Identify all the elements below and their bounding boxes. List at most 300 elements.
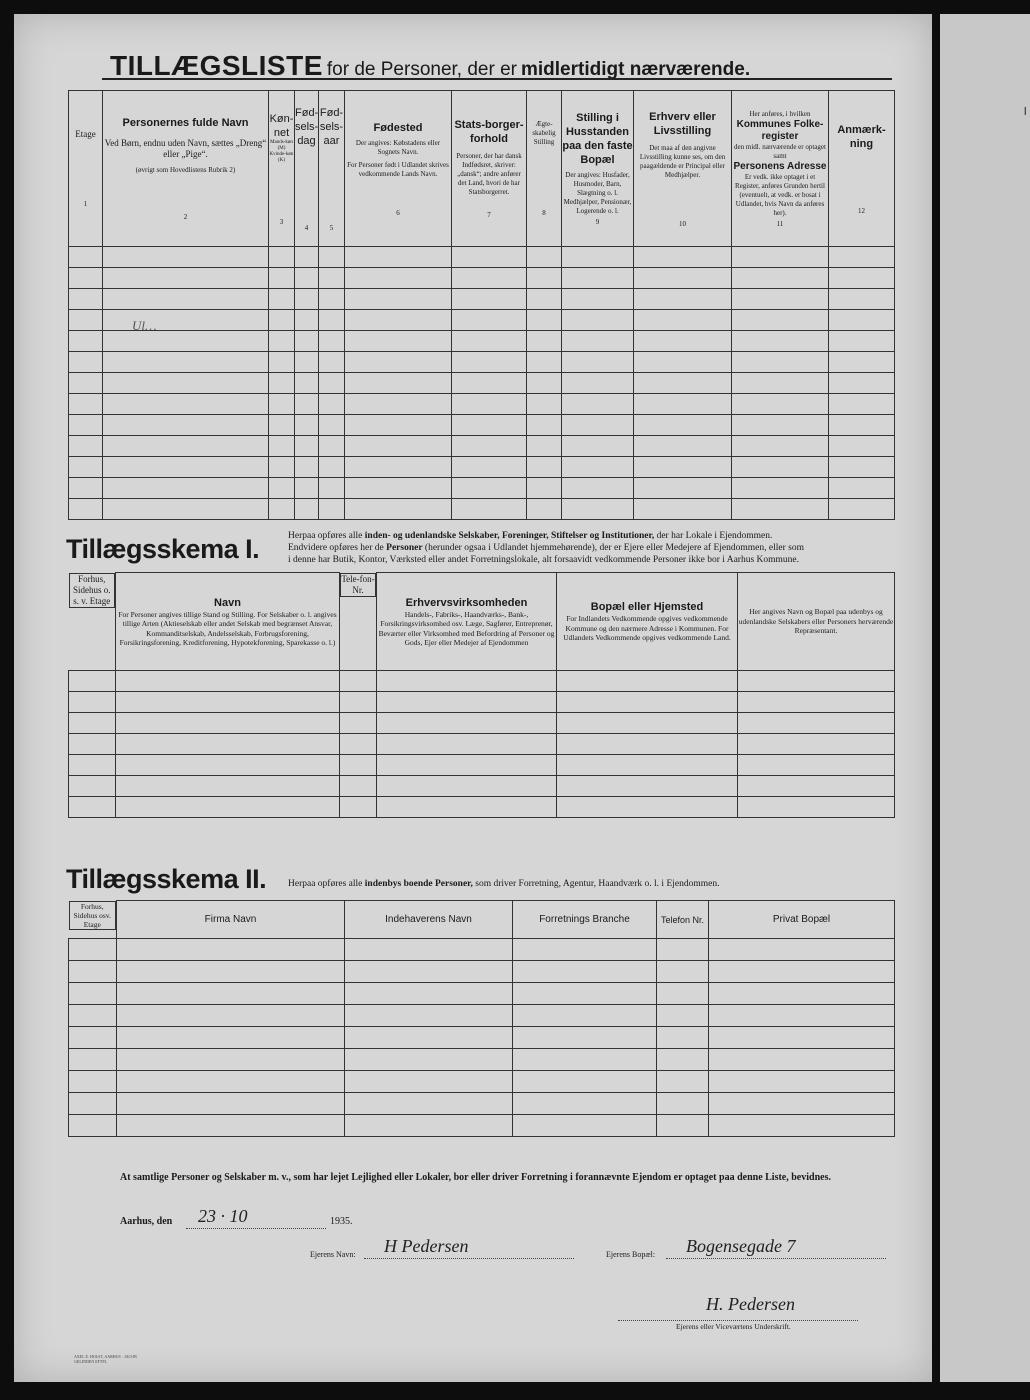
table-cell [732, 247, 829, 268]
table-cell [340, 713, 377, 734]
table-cell [69, 983, 117, 1005]
table-cell [513, 1049, 657, 1071]
table-row [69, 1071, 895, 1093]
table-cell [452, 415, 527, 436]
table-cell [657, 939, 709, 961]
table-cell [452, 394, 527, 415]
table-cell [295, 310, 319, 331]
table-cell [562, 373, 634, 394]
adjacent-page-glyph: l [1024, 106, 1027, 118]
table-cell [103, 499, 269, 520]
table-cell [732, 310, 829, 331]
table-cell [345, 247, 452, 268]
table-cell [829, 268, 895, 289]
schema2-title: Tillægsskema II. [66, 864, 267, 894]
title-rule [102, 78, 892, 80]
table-cell [657, 1005, 709, 1027]
table-cell [738, 797, 895, 818]
table-cell [634, 247, 732, 268]
table-cell [69, 436, 103, 457]
table-cell [116, 797, 340, 818]
table-cell [103, 310, 269, 331]
owner-name-handwritten: H Pedersen [384, 1236, 469, 1256]
table-cell [103, 415, 269, 436]
table-cell [557, 734, 738, 755]
table-cell [562, 394, 634, 415]
table-cell [738, 755, 895, 776]
table-row [69, 247, 895, 268]
table-cell [69, 692, 116, 713]
table-cell [340, 776, 377, 797]
table-cell [295, 394, 319, 415]
table-row [69, 478, 895, 499]
table-cell [269, 478, 295, 499]
table-cell [117, 1005, 345, 1027]
table-cell [557, 776, 738, 797]
table-cell [634, 436, 732, 457]
table-cell [117, 1071, 345, 1093]
table-cell [103, 394, 269, 415]
table-cell [527, 499, 562, 520]
table-cell [562, 310, 634, 331]
table-cell [69, 373, 103, 394]
table-cell [69, 961, 117, 983]
table-cell [340, 692, 377, 713]
table-cell [345, 1115, 513, 1137]
table-row [69, 734, 895, 755]
table-cell [103, 331, 269, 352]
table-cell [452, 478, 527, 499]
schema1-table [68, 572, 895, 818]
owner-name-field [364, 1236, 574, 1259]
table-cell [452, 373, 527, 394]
table-cell [295, 436, 319, 457]
table-cell [295, 373, 319, 394]
table-cell [319, 268, 345, 289]
table-cell [732, 331, 829, 352]
table-row [69, 289, 895, 310]
table-cell [634, 310, 732, 331]
table-cell [117, 1049, 345, 1071]
table-cell [829, 352, 895, 373]
table-cell [103, 247, 269, 268]
table-cell [557, 797, 738, 818]
table-cell [269, 436, 295, 457]
col-navn: Personernes fulde Navn Ved Børn, endnu uden Navn, sættes „Dreng“ eller „Pige“. (øvrigt som Hovedlistens Rubrik 2) 2 [103, 91, 269, 247]
table-cell [513, 1027, 657, 1049]
table-cell [732, 268, 829, 289]
table-cell [345, 289, 452, 310]
table-cell [634, 415, 732, 436]
owner-address-label: Ejerens Bopæl: [606, 1250, 656, 1259]
col-aegteskabelig-stilling: Ægte-skabelig Stilling 8 [527, 91, 562, 247]
s1-col-telefon: Tele-fon-Nr. [341, 573, 375, 595]
s1-col-navn: Navn For Personer angives tillige Stand og Stilling. For Selskaber o. l. angives tillige Arten (Aktieselskab eller andet Selskab med begrænset Ansvar, Kommanditselskab, Andelsselskab, Forbrugsforening, Forsikringsforening, Kreditforening, Hypotekforening, Sparekasse o. l.) [116, 573, 340, 671]
table-cell [527, 436, 562, 457]
table-cell [269, 331, 295, 352]
table-cell [345, 478, 452, 499]
table-cell [117, 1093, 345, 1115]
table-cell [69, 247, 103, 268]
table-row [69, 1115, 895, 1137]
signature-label: Ejerens eller Viceværtens Underskrift. [676, 1322, 791, 1331]
table-cell [634, 373, 732, 394]
table-cell [103, 289, 269, 310]
schema2-description: Herpaa opføres alle indenbys boende Personer, som driver Forretning, Agentur, Haandværk o. l. i Ejendommen. [288, 879, 720, 889]
table-cell [269, 289, 295, 310]
table-cell [69, 268, 103, 289]
title-middle: for de Personer, der er [326, 59, 517, 80]
table-row [69, 939, 895, 961]
table-cell [732, 394, 829, 415]
city-label: Aarhus, den [120, 1216, 173, 1227]
table-cell [562, 247, 634, 268]
table-row [69, 983, 895, 1005]
schema2-table [68, 900, 895, 1137]
table-cell [116, 713, 340, 734]
printer-imprint: AXEL E. HOLST, AARHUS · JACOB GELINDEN EFTFL [74, 1354, 137, 1364]
date-field [186, 1206, 326, 1229]
table-cell [345, 1005, 513, 1027]
table-cell [345, 1093, 513, 1115]
table-cell [452, 499, 527, 520]
table-cell [738, 713, 895, 734]
table-cell [634, 268, 732, 289]
adjacent-page-edge [940, 14, 1030, 1382]
date-line [120, 1216, 172, 1227]
table-cell [295, 415, 319, 436]
owner-name-label: Ejerens Navn: [310, 1250, 356, 1259]
table-row [69, 1049, 895, 1071]
table-cell [345, 983, 513, 1005]
table-cell [116, 734, 340, 755]
schema1-description: Herpaa opføres alle inden- og udenlandske Selskaber, Foreninger, Stiftelser og Institutioner, der har Lokale i Ejendommen. Endvidere opføres her de Personer (herunder ogsaa i Udlandet hjemmehørende), der er Ejere eller Medejere af Ejendommen, eller som i denne har Butik, Kontor, Værksted eller andet Forretningslokale, alt forsaavidt vedkommende Personer ikke bor i Aarhus Kommune. [288, 531, 804, 565]
table-cell [732, 436, 829, 457]
table-cell [562, 331, 634, 352]
table-cell [295, 352, 319, 373]
table-cell [527, 268, 562, 289]
table-cell [269, 415, 295, 436]
col-foedselsaar: Fød-sels-aar 5 [319, 91, 345, 247]
table-cell [634, 289, 732, 310]
table-cell [340, 755, 377, 776]
s2-col-privat-bopael: Privat Bopæl [709, 901, 895, 939]
col-foedested: Fødested Der angives: Købstadens eller Sognets Navn. For Personer født i Udlandet skrives vedkommende Lands Navn. 6 [345, 91, 452, 247]
table-cell [657, 1071, 709, 1093]
table-row [69, 1005, 895, 1027]
table-cell [103, 436, 269, 457]
table-cell [452, 310, 527, 331]
col-stilling-husstand: Stilling i Husstanden paa den faste Bopæl Der angives: Husfader, Husmoder, Barn, Slægtning o. l. Medhjælper, Pensionær, Logerende o. l. 9 [562, 91, 634, 247]
table-cell [452, 352, 527, 373]
table-row [69, 457, 895, 478]
table-cell [103, 373, 269, 394]
table-cell [452, 247, 527, 268]
table-cell [634, 457, 732, 478]
table-cell [452, 331, 527, 352]
table-cell [103, 268, 269, 289]
table-cell [377, 776, 557, 797]
year-label: 1935. [330, 1216, 353, 1227]
table-row [69, 268, 895, 289]
table-cell [295, 499, 319, 520]
table-cell [319, 373, 345, 394]
table-row [69, 1027, 895, 1049]
table-cell [634, 331, 732, 352]
table-row [69, 755, 895, 776]
table-cell [345, 415, 452, 436]
schema1-table-body [69, 671, 895, 818]
table-cell [562, 415, 634, 436]
table-row [69, 394, 895, 415]
table-cell [69, 939, 117, 961]
table-cell [557, 692, 738, 713]
table-cell [69, 755, 116, 776]
table-cell [69, 499, 103, 520]
form-sheet [14, 14, 932, 1382]
table-cell [345, 331, 452, 352]
table-cell [709, 1071, 895, 1093]
table-cell [103, 478, 269, 499]
table-cell [513, 939, 657, 961]
table-cell [116, 755, 340, 776]
s2-col-telefon: Telefon Nr. [657, 901, 709, 939]
table-cell [513, 983, 657, 1005]
table-cell [452, 268, 527, 289]
table-cell [377, 797, 557, 818]
title-tillaegsliste: TILLÆGSLISTE [110, 50, 323, 81]
table-cell [345, 352, 452, 373]
table-cell [829, 394, 895, 415]
table-cell [732, 415, 829, 436]
pencil-mark: Ul… [132, 318, 157, 333]
table-cell [829, 457, 895, 478]
table-cell [829, 373, 895, 394]
table-cell [319, 415, 345, 436]
table-cell [657, 983, 709, 1005]
table-cell [709, 1093, 895, 1115]
table-cell [340, 797, 377, 818]
main-table [68, 90, 895, 520]
table-cell [829, 310, 895, 331]
table-cell [345, 436, 452, 457]
table-cell [69, 1049, 117, 1071]
table-cell [345, 373, 452, 394]
table-cell [738, 692, 895, 713]
table-row [69, 1093, 895, 1115]
schema2-table-body [69, 939, 895, 1137]
table-cell [269, 373, 295, 394]
col-erhverv: Erhverv eller Livsstilling Det maa af den angivne Livsstilling kunne ses, om den paagældende er Principal eller Medhjælper. 10 [634, 91, 732, 247]
table-cell [527, 331, 562, 352]
table-cell [709, 939, 895, 961]
table-cell [829, 289, 895, 310]
table-cell [527, 373, 562, 394]
table-cell [340, 734, 377, 755]
table-cell [738, 671, 895, 692]
table-row [69, 713, 895, 734]
col-folkeregister: Her anføres, i hvilken Kommunes Folke-register den midl. nærværende er optaget samt Personens Adresse Er vedk. ikke optaget i et Register, anføres Grunden hertil (eventuelt, at vedk. er bosat i Udlandet, hvis Navn da anføres her). 11 [732, 91, 829, 247]
table-cell [340, 671, 377, 692]
table-cell [295, 289, 319, 310]
table-row [69, 692, 895, 713]
table-row [69, 352, 895, 373]
table-cell [513, 1071, 657, 1093]
table-cell [377, 734, 557, 755]
table-cell [829, 436, 895, 457]
table-cell [732, 289, 829, 310]
table-cell [269, 268, 295, 289]
table-cell [345, 499, 452, 520]
table-cell [345, 394, 452, 415]
table-cell [295, 331, 319, 352]
title-bold: midlertidigt nærværende. [521, 59, 751, 80]
table-row [69, 373, 895, 394]
table-row [69, 961, 895, 983]
table-cell [562, 478, 634, 499]
table-cell [513, 1005, 657, 1027]
col-foedselsdag: Fød-sels-dag 4 [295, 91, 319, 247]
table-cell [829, 415, 895, 436]
table-cell [657, 1093, 709, 1115]
table-cell [319, 499, 345, 520]
table-cell [452, 436, 527, 457]
table-cell [829, 478, 895, 499]
table-cell [69, 734, 116, 755]
table-cell [562, 289, 634, 310]
table-cell [69, 394, 103, 415]
table-cell [319, 289, 345, 310]
table-cell [69, 671, 116, 692]
signature-field [618, 1294, 858, 1321]
s1-col-etage: Forhus, Sidehus o. s. v. Etage [69, 573, 116, 608]
table-cell [295, 268, 319, 289]
table-cell [117, 961, 345, 983]
table-cell [319, 352, 345, 373]
table-cell [657, 961, 709, 983]
table-cell [657, 1027, 709, 1049]
table-cell [709, 1027, 895, 1049]
table-cell [345, 961, 513, 983]
table-cell [116, 671, 340, 692]
table-cell [345, 268, 452, 289]
table-cell [452, 457, 527, 478]
date-handwritten: 23 · 10 [198, 1206, 248, 1226]
table-cell [69, 478, 103, 499]
table-cell [634, 352, 732, 373]
main-table-body [69, 247, 895, 520]
table-cell [527, 247, 562, 268]
table-cell [69, 776, 116, 797]
s1-col-bopael: Bopæl eller Hjemsted For Indlandets Vedkommende opgives vedkommende Kommune og den nærmere Adresse i Kommunen. For Udlandets Vedkommende opgives vedkommende Land. [557, 573, 738, 671]
table-cell [513, 1093, 657, 1115]
table-cell [527, 289, 562, 310]
table-cell [269, 310, 295, 331]
table-cell [377, 671, 557, 692]
table-cell [345, 1049, 513, 1071]
table-cell [562, 499, 634, 520]
table-cell [269, 394, 295, 415]
table-cell [732, 457, 829, 478]
table-cell [732, 373, 829, 394]
table-cell [319, 247, 345, 268]
table-cell [738, 776, 895, 797]
table-cell [269, 499, 295, 520]
table-cell [562, 436, 634, 457]
table-cell [69, 1005, 117, 1027]
table-row [69, 776, 895, 797]
table-cell [527, 478, 562, 499]
table-cell [377, 692, 557, 713]
table-cell [269, 247, 295, 268]
table-cell [295, 478, 319, 499]
table-row [69, 436, 895, 457]
table-cell [709, 961, 895, 983]
table-cell [345, 1027, 513, 1049]
table-cell [732, 499, 829, 520]
table-cell [452, 289, 527, 310]
table-cell [829, 247, 895, 268]
table-row [69, 415, 895, 436]
table-cell [69, 1071, 117, 1093]
table-cell [69, 310, 103, 331]
table-cell [117, 1027, 345, 1049]
table-cell [319, 331, 345, 352]
table-cell [345, 310, 452, 331]
table-cell [732, 478, 829, 499]
table-cell [709, 1115, 895, 1137]
table-cell [69, 1093, 117, 1115]
table-cell [527, 310, 562, 331]
table-cell [69, 457, 103, 478]
table-cell [557, 755, 738, 776]
table-cell [345, 1071, 513, 1093]
table-cell [527, 352, 562, 373]
table-cell [117, 1115, 345, 1137]
owner-address-handwritten: Bogensegade 7 [686, 1236, 796, 1256]
s2-col-etage: Forhus, Sidehus osv. Etage [69, 901, 117, 930]
table-cell [345, 457, 452, 478]
s2-col-indehaver: Indehaverens Navn [345, 901, 513, 939]
table-cell [634, 478, 732, 499]
table-cell [116, 692, 340, 713]
table-cell [269, 352, 295, 373]
table-row [69, 797, 895, 818]
table-cell [345, 939, 513, 961]
table-cell [657, 1115, 709, 1137]
table-cell [829, 331, 895, 352]
table-cell [319, 436, 345, 457]
table-cell [319, 394, 345, 415]
table-cell [377, 755, 557, 776]
table-cell [69, 1027, 117, 1049]
table-cell [295, 457, 319, 478]
table-cell [562, 457, 634, 478]
table-cell [527, 415, 562, 436]
table-cell [513, 961, 657, 983]
table-cell [116, 776, 340, 797]
table-cell [557, 713, 738, 734]
table-cell [562, 352, 634, 373]
s2-col-firma: Firma Navn [117, 901, 345, 939]
table-cell [269, 457, 295, 478]
table-row [69, 499, 895, 520]
table-cell [319, 310, 345, 331]
s2-col-branche: Forretnings Branche [513, 901, 657, 939]
s1-col-erhverv: Erhvervsvirksomheden Handels-, Fabriks-, Haandværks-, Bank-, Forsikringsvirksomhed osv. Læge, Sagfører, Entreprenør, Beværter eller Virksomhed med Befordring af Personer og Gods, Ejer eller Medejer af Ejendommen [377, 573, 557, 671]
s1-col-repraesentant: Her angives Navn og Bopæl paa udenbys og udenlandske Selskabers eller Personers herværende Repræsentant. [738, 573, 895, 671]
table-cell [709, 983, 895, 1005]
